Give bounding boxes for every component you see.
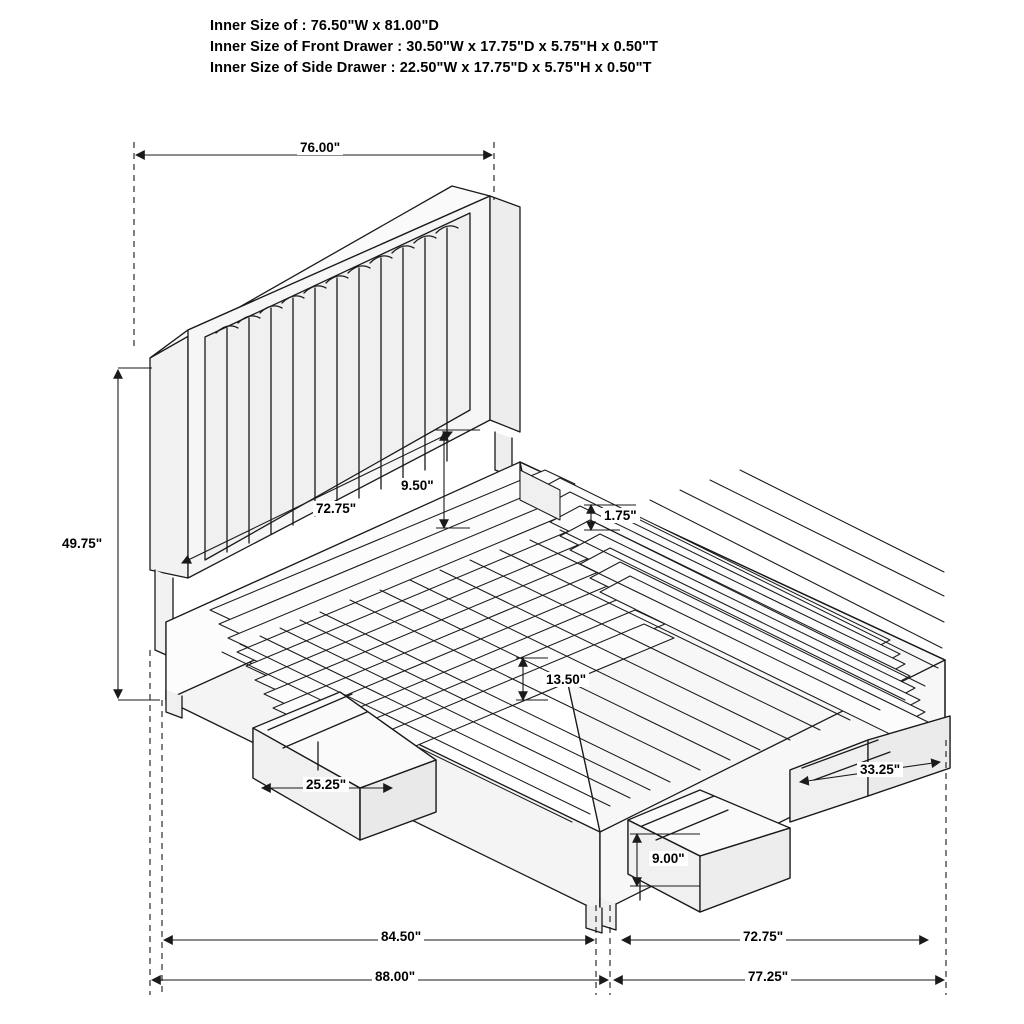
spec-line-side-drawer: Inner Size of Side Drawer : 22.50"W x 17.75"D x 5.75"H x 0.50"T bbox=[210, 60, 652, 76]
spec-line-front-drawer: Inner Size of Front Drawer : 30.50"W x 17.75"D x 5.75"H x 0.50"T bbox=[210, 39, 659, 55]
dim-label-side-drawer-depth: 25.25" bbox=[303, 777, 349, 792]
dim-label-right-drawer-width: 33.25" bbox=[857, 762, 903, 777]
spec-line-inner-size: Inner Size of : 76.50"W x 81.00"D bbox=[210, 18, 439, 34]
dim-label-overall-height: 49.75" bbox=[59, 536, 105, 551]
dim-label-headboard-inner-width: 72.75" bbox=[313, 501, 359, 516]
dim-label-bed-width-outer: 77.25" bbox=[745, 969, 791, 984]
dim-label-bed-width-inner: 72.75" bbox=[740, 929, 786, 944]
dim-label-slat-thickness: 1.75" bbox=[601, 508, 640, 523]
dim-label-headboard-width: 76.00" bbox=[297, 140, 343, 155]
dim-label-deck-height: 13.50" bbox=[543, 672, 589, 687]
dim-label-bed-length-outer: 88.00" bbox=[372, 969, 418, 984]
dim-label-bed-length-inner: 84.50" bbox=[378, 929, 424, 944]
dim-label-headboard-to-rail: 9.50" bbox=[398, 478, 437, 493]
dim-label-front-drawer-height: 9.00" bbox=[649, 851, 688, 866]
